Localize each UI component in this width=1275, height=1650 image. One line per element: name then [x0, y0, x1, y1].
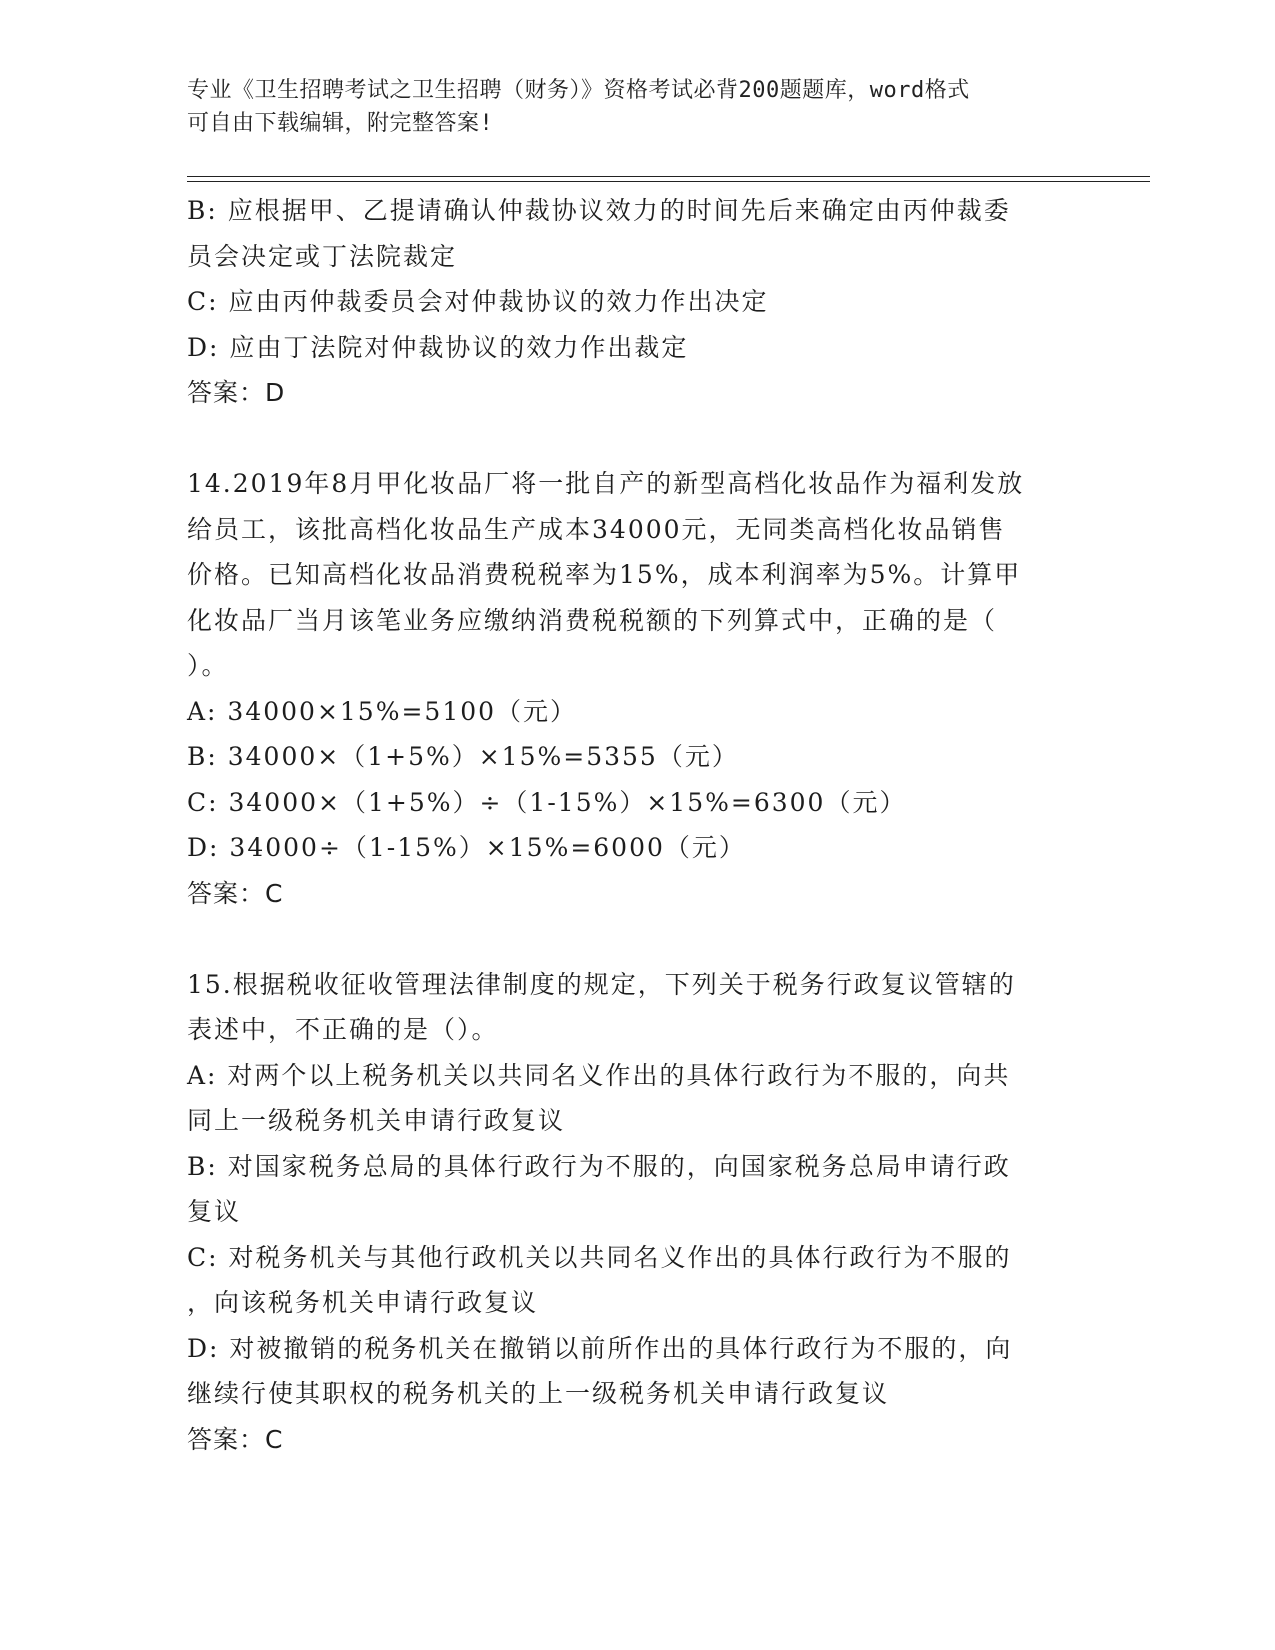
question-15	[187, 962, 1087, 1463]
q15-option-a-line-2: 同上一级税务机关申请行政复议	[187, 1106, 566, 1135]
q15-answer: 答案：C	[187, 1424, 284, 1454]
spacer	[187, 916, 1087, 962]
q15-option-c-line-2: ，向该税务机关申请行政复议	[187, 1288, 539, 1317]
q14-stem-line-3: 价格。已知高档化妆品消费税税率为15%，成本利润率为5%。计算甲	[187, 560, 1022, 589]
q13-option-b-line-2: 员会决定或丁法院裁定	[187, 241, 458, 271]
q14-option-d: D: 34000÷（1-15%）×15%=6000（元）	[187, 833, 746, 862]
q14-stem-line-5: ）。	[187, 651, 229, 680]
q14-option-a: A: 34000×15%=5100（元）	[187, 696, 578, 726]
q13-option-b-line-1: B: 应根据甲、乙提请确认仲裁协议效力的时间先后来确定由丙仲裁委	[187, 196, 1011, 225]
spacer	[187, 416, 1087, 462]
header-rule-bottom	[187, 181, 1150, 182]
q14-stem-line-2: 给员工，该批高档化妆品生产成本34000元，无同类高档化妆品销售	[187, 514, 1006, 544]
q13-answer: 答案：D	[187, 378, 286, 407]
question-14	[187, 461, 1087, 916]
question-13	[187, 188, 1087, 416]
document-body	[187, 188, 1087, 1462]
q15-option-c-line-1: C: 对税务机关与其他行政机关以共同名义作出的具体行政行为不服的	[187, 1242, 1012, 1272]
q15-option-a-line-1: A: 对两个以上税务机关以共同名义作出的具体行政行为不服的，向共	[187, 1060, 1011, 1090]
q15-option-d-line-1: D: 对被撤销的税务机关在撤销以前所作出的具体行政行为不服的，向	[187, 1333, 1013, 1363]
q15-option-b-line-1: B: 对国家税务总局的具体行政行为不服的，向国家税务总局申请行政	[187, 1151, 1011, 1181]
q13-option-c: C: 应由丙仲裁委员会对仲裁协议的效力作出决定	[187, 287, 769, 316]
page-header	[187, 74, 1087, 140]
q15-stem-line-2: 表述中，不正确的是（）。	[187, 1015, 499, 1044]
q13-option-d: D: 应由丁法院对仲裁协议的效力作出裁定	[187, 332, 689, 362]
header-line-2: 可自由下载编辑，附完整答案!	[187, 111, 494, 136]
header-rule-top	[187, 176, 1150, 177]
q14-answer: 答案：C	[187, 878, 284, 908]
q14-option-b: B: 34000×（1+5%）×15%=5355（元）	[187, 742, 739, 771]
header-line-1: 专业《卫生招聘考试之卫生招聘（财务）》资格考试必背200题题库，word格式	[187, 78, 970, 103]
q14-stem-line-4: 化妆品厂当月该笔业务应缴纳消费税税额的下列算式中，正确的是（	[187, 605, 998, 635]
q15-option-b-line-2: 复议	[187, 1197, 242, 1226]
q15-option-d-line-2: 继续行使其职权的税务机关的上一级税务机关申请行政复议	[187, 1379, 890, 1408]
q15-stem-line-1: 15.根据税收征收管理法律制度的规定，下列关于税务行政复议管辖的	[187, 969, 1016, 999]
q14-option-c: C: 34000×（1+5%）÷（1-15%）×15%=6300（元）	[187, 787, 907, 817]
q14-stem-line-1: 14.2019年8月甲化妆品厂将一批自产的新型高档化妆品作为福利发放	[187, 469, 1025, 498]
